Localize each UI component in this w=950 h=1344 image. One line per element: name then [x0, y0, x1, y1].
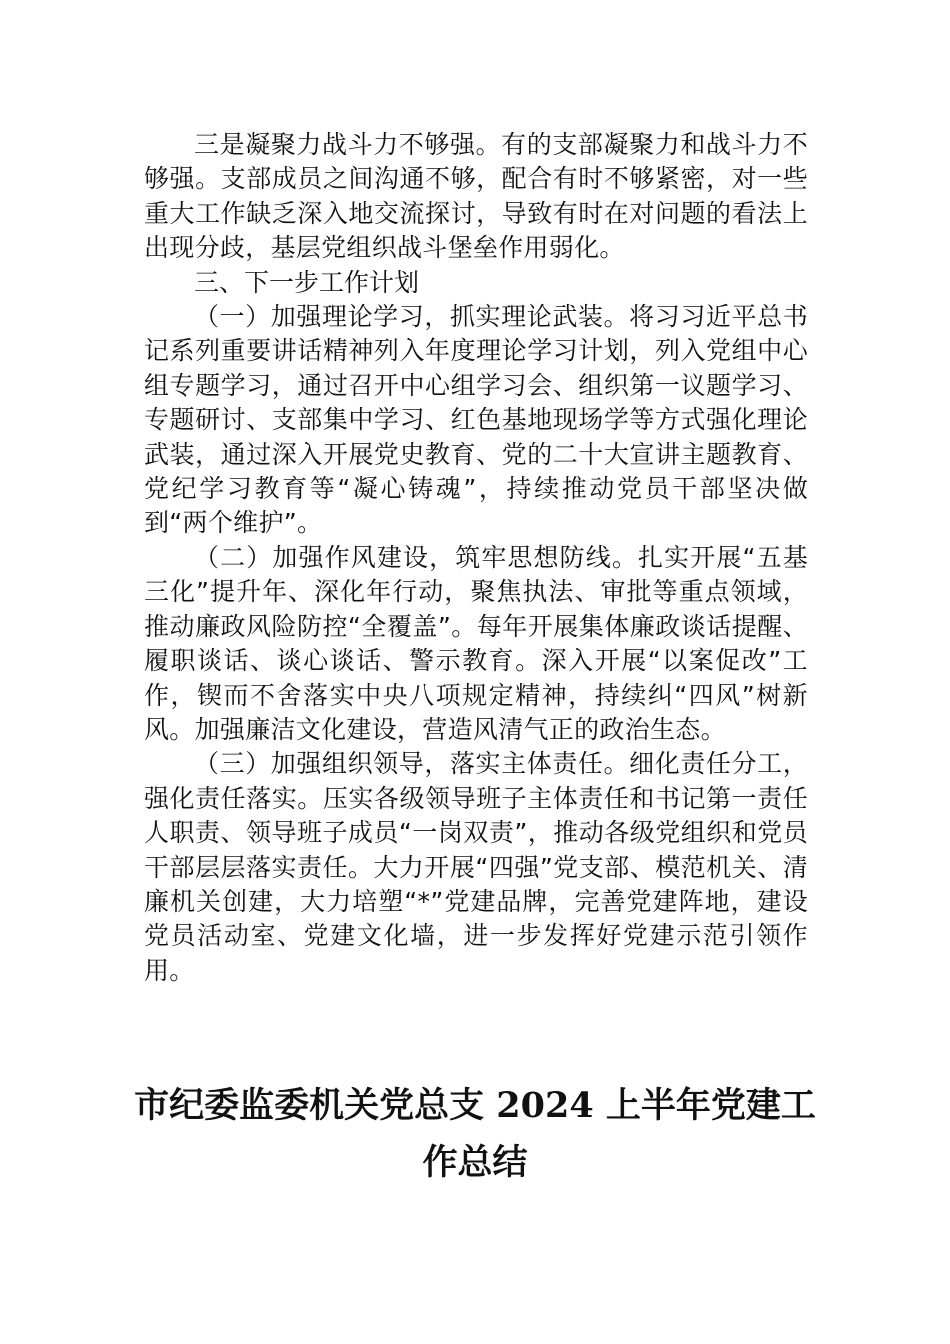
document-title	[100, 1080, 850, 1189]
paragraph-cohesion-issue: 三是凝聚力战斗力不够强。有的支部凝聚力和战斗力不够强。支部成员之间沟通不够，配合有时不够紧密，对一些重大工作缺乏深入地交流探讨，导致有时在对问题的看法上出现分歧，基层党组织战斗堡垒作用弱化。	[144, 130, 808, 263]
document-body	[144, 128, 808, 988]
paragraph-organization-leadership: （三）加强组织领导，落实主体责任。细化责任分工，强化责任落实。压实各级领导班子主体责任和书记第一责任人职责、领导班子成员“一岗双责”，推动各级党组织和党员干部层层落实责任。大力开展“四强”党支部、模范机关、清廉机关创建，大力培塑“*”党建品牌，完善党建阵地，建设党员活动室、党建文化墙，进一步发挥好党建示范引领作用。	[144, 749, 808, 985]
paragraph-theory-study: （一）加强理论学习，抓实理论武装。将习习近平总书记系列重要讲话精神列入年度理论学习计划，列入党组中心组专题学习，通过召开中心组学习会、组织第一议题学习、专题研讨、支部集中学习、红色基地现场学等方式强化理论武装，通过深入开展党史教育、党的二十大宣讲主题教育、党纪学习教育等“凝心铸魂”，持续推动党员干部坚决做到“两个维护”。	[144, 302, 808, 538]
section-heading-next-steps: 三、下一步工作计划	[194, 267, 420, 297]
document-title-line-1: 市纪委监委机关党总支 2024 上半年党建工	[134, 1085, 816, 1126]
paragraph-work-style: （二）加强作风建设，筑牢思想防线。扎实开展“五基三化”提升年、深化年行动，聚焦执法、审批等重点领域，推动廉政风险防控“全覆盖”。每年开展集体廉政谈话提醒、履职谈话、谈心谈话、警示教育。深入开展“以案促改”工作，锲而不舍落实中央八项规定精神，持续纠“四风”树新风。加强廉洁文化建设，营造风清气正的政治生态。	[144, 542, 808, 744]
document-title-line-2: 作总结	[422, 1142, 528, 1183]
